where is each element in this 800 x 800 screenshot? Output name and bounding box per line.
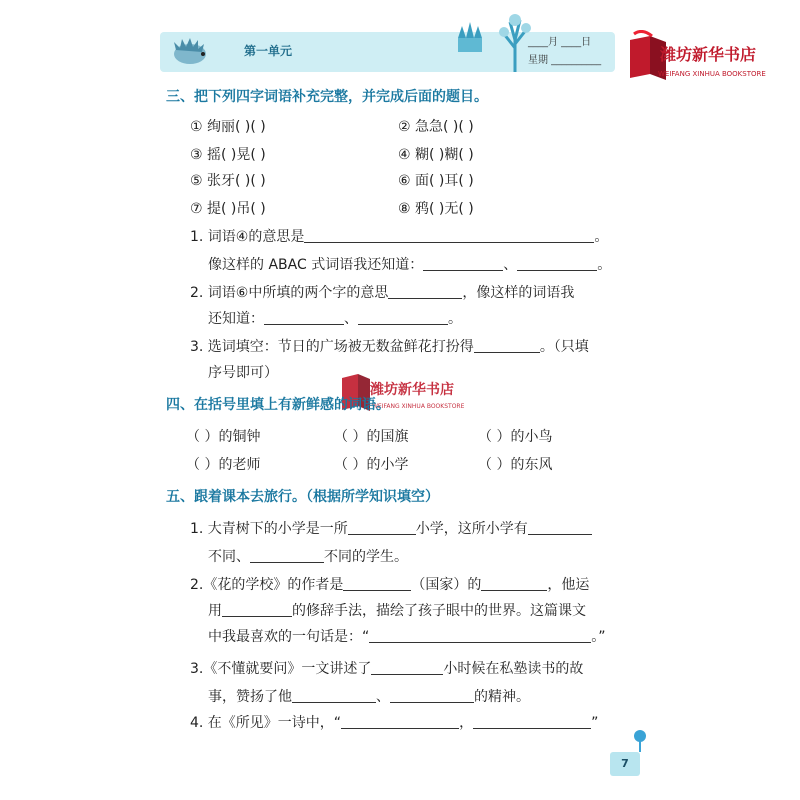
watermark-text-en: WEIFANG XINHUA BOOKSTORE bbox=[372, 403, 465, 410]
s5-q3b: 事，赞扬了他 、 的精神。 bbox=[208, 689, 530, 705]
s5-q1b: 不同、 不同的学生。 bbox=[208, 549, 408, 565]
s3-q3b: 序号即可） bbox=[208, 365, 278, 381]
word-item-7: ⑦ 提( )吊( ) bbox=[190, 201, 266, 217]
fill-item-4: （ ）的老师 bbox=[186, 457, 261, 473]
date-box bbox=[528, 34, 612, 70]
page-number: 7 bbox=[610, 752, 640, 776]
bookstore-logo bbox=[626, 30, 776, 92]
s3-q1b: 像这样的 ABAC 式词语我还知道： 、 。 bbox=[208, 257, 612, 273]
word-item-6: ⑥ 面( )耳( ) bbox=[398, 173, 474, 189]
section5-title: 五、跟着课本去旅行。（根据所学知识填空） bbox=[166, 489, 439, 505]
word-item-1: ① 绚丽( )( ) bbox=[190, 119, 266, 135]
s5-q4a: 4. 在《所见》一诗中，“ ， ” bbox=[190, 715, 599, 731]
s5-q2a: 2.《花的学校》的作者是 （国家）的 ，他运 bbox=[190, 577, 590, 593]
word-item-8: ⑧ 鸦( )无( ) bbox=[398, 201, 474, 217]
s3-q1a: 1. 词语④的意思是 。 bbox=[190, 229, 609, 245]
s5-q3a: 3.《不懂就要问》一文讲述了 小时候在私塾读书的故 bbox=[190, 661, 584, 677]
logo-text-cn: 潍坊新华书店 bbox=[660, 45, 757, 64]
watermark-text-cn: 潍坊新华书店 bbox=[370, 382, 454, 398]
s3-q3a: 3. 选词填空：节日的广场被无数盆鲜花打扮得 。（只填 bbox=[190, 339, 589, 355]
tree-icon bbox=[498, 12, 532, 72]
fill-item-3: （ ）的小鸟 bbox=[478, 429, 553, 445]
castle-icon bbox=[450, 18, 490, 58]
s3-q2a: 2. 词语⑥中所填的两个字的意思 ，像这样的词语我 bbox=[190, 285, 575, 301]
section3-title: 三、把下列四字词语补充完整，并完成后面的题目。 bbox=[166, 89, 488, 105]
s5-q2b: 用 的修辞手法，描绘了孩子眼中的世界。这篇课文 bbox=[208, 603, 586, 619]
section4-title: 四、在括号里填上有新鲜感的词语。 bbox=[166, 397, 390, 413]
fill-item-2: （ ）的国旗 bbox=[334, 429, 409, 445]
word-item-4: ④ 糊( )糊( ) bbox=[398, 147, 474, 163]
s3-q2b: 还知道： 、 。 bbox=[208, 311, 462, 327]
unit-title: 第一单元 bbox=[244, 44, 293, 58]
logo-text-en: WEIFANG XINHUA BOOKSTORE bbox=[658, 70, 766, 78]
date-weekday: 星期 __________ bbox=[528, 55, 602, 66]
fill-item-5: （ ）的小学 bbox=[334, 457, 409, 473]
word-item-2: ② 急急( )( ) bbox=[398, 119, 474, 135]
fill-item-6: （ ）的东风 bbox=[478, 457, 553, 473]
s5-q1a: 1. 大青树下的小学是一所 小学，这所小学有 bbox=[190, 518, 592, 538]
word-item-5: ⑤ 张牙( )( ) bbox=[190, 173, 266, 189]
pushpin-icon bbox=[630, 728, 650, 754]
fill-item-1: （ ）的铜钟 bbox=[186, 429, 261, 445]
s5-q2c: 中我最喜欢的一句话是：“ 。” bbox=[208, 629, 606, 645]
word-item-3: ③ 摇( )晃( ) bbox=[190, 147, 266, 163]
date-month-day: ____月 ____日 bbox=[528, 37, 592, 48]
hedgehog-icon bbox=[170, 36, 210, 66]
